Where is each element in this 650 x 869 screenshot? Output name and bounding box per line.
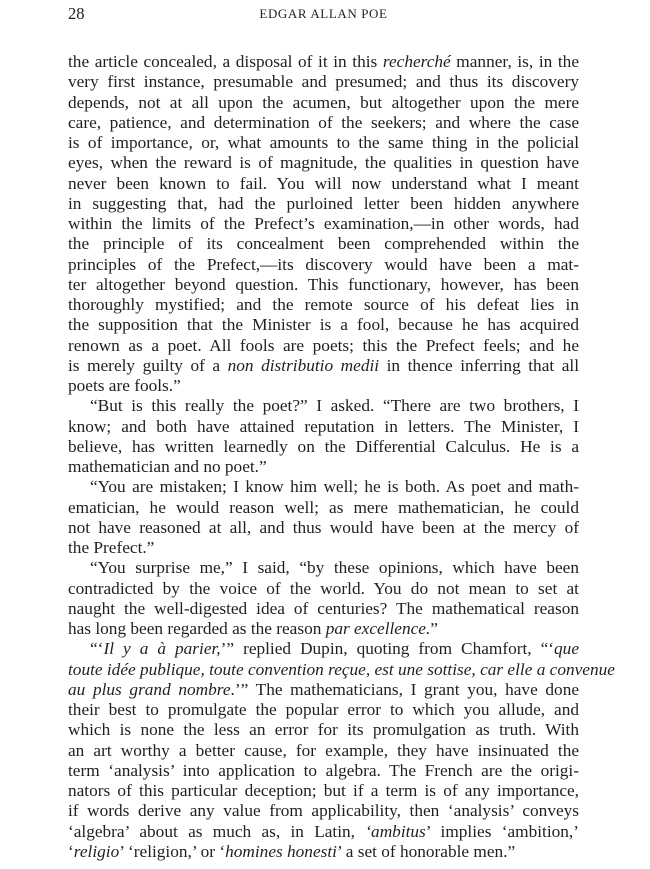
text-run: thoroughly mystified; and the remote source of his defeat lies in xyxy=(68,295,579,314)
text-run: ’ ‘religion,’ or ‘ xyxy=(119,841,226,861)
text-line xyxy=(68,376,579,396)
text-line xyxy=(68,741,579,761)
italic-text: au plus grand nombre xyxy=(68,679,231,699)
paragraph xyxy=(68,639,615,862)
text-line xyxy=(68,113,579,133)
text-run: “‘ xyxy=(90,639,104,659)
text-run: care, patience, and determination of the seekers; and where the case xyxy=(68,112,579,132)
text-line xyxy=(68,255,579,275)
text-run: the supposition that the Minister is a fool, because he has acquired xyxy=(68,315,579,335)
italic-text: recherché xyxy=(382,52,451,71)
text-run: contradicted by the voice of the world. You do not mean to set at xyxy=(68,578,579,598)
text-run: term ‘analysis’ into application to algebra. The French are the origi- xyxy=(68,760,579,780)
text-line xyxy=(68,619,579,639)
running-title: EDGAR ALLAN POE xyxy=(259,6,388,21)
italic-text: homines honesti xyxy=(225,841,337,861)
text-run: has long been regarded as the reason xyxy=(68,619,326,638)
text-line xyxy=(68,842,579,862)
italic-text: Il y a à parier, xyxy=(103,639,221,659)
text-run: is of importance, or, what amounts to the same thing in the policial xyxy=(68,133,579,152)
paragraph xyxy=(68,558,579,639)
text-line xyxy=(68,234,579,254)
text-run: “You are mistaken; I know him well; he is both. As poet and math- xyxy=(90,477,579,497)
text-line xyxy=(68,275,579,295)
text-line xyxy=(68,295,579,315)
text-line xyxy=(68,720,579,740)
text-line xyxy=(68,781,579,801)
text-line xyxy=(68,194,579,214)
text-run: ‘algebra’ about as much as, in Latin, xyxy=(68,821,366,841)
text-line xyxy=(68,639,579,659)
text-run: naught the well-digested idea of centuries? The mathematical reason xyxy=(68,598,579,618)
text-run: not have reasoned at all, and thus would have been at the mercy of xyxy=(68,517,579,537)
text-run: ematician, he would reason well; as mere mathematician, he could xyxy=(68,497,579,517)
text-line xyxy=(68,174,579,194)
text-run: nators of this particular deception; but if a term is of any importance, xyxy=(68,781,579,800)
text-run: in thence inferring that all xyxy=(379,355,579,375)
italic-text: que xyxy=(554,639,579,659)
text-line xyxy=(68,558,579,578)
text-run: principles of the Prefect,—its discovery would have been a mat- xyxy=(68,254,579,274)
text-line xyxy=(68,52,579,72)
text-line xyxy=(68,133,579,153)
text-line xyxy=(68,336,579,356)
text-line xyxy=(68,72,579,92)
text-run: .’” The mathematicians, I grant you, have done xyxy=(230,679,580,699)
text-line xyxy=(68,396,579,416)
text-line xyxy=(68,437,579,457)
paragraph xyxy=(68,396,579,477)
text-run: poets are fools.” xyxy=(68,376,181,395)
text-run: the principle of its concealment been comprehended within the xyxy=(68,234,579,254)
text-line xyxy=(68,457,579,477)
paragraph xyxy=(68,477,579,558)
text-line xyxy=(68,498,579,518)
text-run: never been known to fail. You will now understand what I meant xyxy=(68,173,579,193)
running-head xyxy=(68,3,579,25)
text-run: know; and both have attained reputation in letters. The Minister, I xyxy=(68,416,579,436)
text-line xyxy=(68,93,579,113)
text-line xyxy=(68,700,579,720)
text-line xyxy=(68,599,579,619)
text-line xyxy=(68,801,579,821)
text-line xyxy=(68,579,579,599)
text-line xyxy=(68,761,579,781)
text-run: renown as a poet. All fools are poets; this the Prefect feels; and he xyxy=(68,335,579,355)
italic-text: religio xyxy=(73,841,120,861)
italic-text: par excellence. xyxy=(325,619,431,638)
text-run: ter altogether beyond question. This functionary, however, has been xyxy=(68,274,579,294)
text-run: eyes, when the reward is of magnitude, the qualities in question have xyxy=(68,153,579,173)
text-line xyxy=(68,518,579,538)
text-line xyxy=(68,659,615,680)
text-line xyxy=(68,538,579,558)
text-run: ‘ xyxy=(68,841,74,861)
text-run: believe, has written learnedly on the Differential Calculus. He is a xyxy=(68,436,579,456)
text-run: if words derive any value from applicability, then ‘analysis’ conveys xyxy=(68,801,579,821)
text-run: ’” replied Dupin, quoting from Chamfort, “‘ xyxy=(220,639,555,659)
italic-text: non distributio medii xyxy=(227,355,380,375)
text-run: manner, is, in the xyxy=(450,52,579,71)
text-run: mathematician and no poet.” xyxy=(68,457,267,476)
text-line xyxy=(68,477,579,497)
italic-text: toute idée publique, toute convention reçue, est une sottise, car elle a convenue xyxy=(68,659,615,679)
italic-text: ‘ambitus xyxy=(365,821,426,841)
text-run: ” xyxy=(430,619,438,638)
text-line xyxy=(68,153,579,173)
text-run: ’ a set of honorable men.” xyxy=(336,841,516,861)
text-run: the article concealed, a disposal of it in this xyxy=(68,52,383,71)
text-line xyxy=(68,214,579,234)
text-line xyxy=(68,822,579,842)
text-run: in suggesting that, had the purloined letter been hidden anywhere xyxy=(68,193,579,213)
text-run: which is none the less an error for its promulgation as truth. With xyxy=(68,720,579,740)
text-line xyxy=(68,356,579,376)
text-line xyxy=(68,680,579,700)
body-text xyxy=(68,52,615,862)
text-run: very first instance, presumable and presumed; and thus its discovery xyxy=(68,72,579,92)
text-run: is merely guilty of a xyxy=(68,355,228,375)
paragraph xyxy=(68,52,579,396)
text-run: “But is this really the poet?” I asked. “There are two brothers, I xyxy=(90,396,579,416)
page-number: 28 xyxy=(68,4,85,23)
text-run: ’ implies ‘ambition,’ xyxy=(425,821,579,841)
text-run: their best to promulgate the popular error to which you allude, and xyxy=(68,700,579,719)
text-run: an art worthy a better cause, for example, they have insinuated the xyxy=(68,740,579,760)
text-line xyxy=(68,315,579,335)
text-run: depends, not at all upon the acumen, but altogether upon the mere xyxy=(68,92,579,112)
text-run: “You surprise me,” I said, “by these opinions, which have been xyxy=(90,558,579,578)
text-line xyxy=(68,417,579,437)
text-run: the Prefect.” xyxy=(68,538,155,557)
text-run: within the limits of the Prefect’s examination,—in other words, had xyxy=(68,214,579,233)
